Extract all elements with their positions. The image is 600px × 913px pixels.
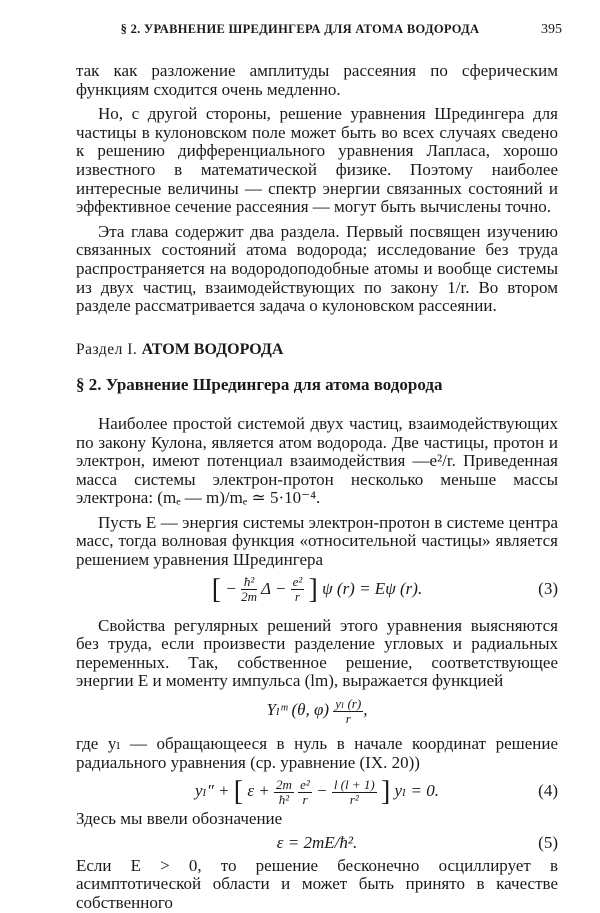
equation-4: yₗ″ + [ ε + $\frac{2m}{\text{ħ²}}$ $\frac{\text{e²}}{r}$ − $\frac{l (l + 1)}{\text{r²}}$ ] yₗ = 0. (4) <box>76 772 558 810</box>
section-label-prefix: Раздел I. <box>76 340 138 358</box>
paragraph-4: Наиболее простой системой двух частиц, взаимодействующих по закону Кулона, является атом водорода. Две частицы, протон и электрон, имеют потенциал взаимодействия —e²/r. Приведенная масса системы электрон-протон несколько меньше массы электрона: (mₑ — m)/mₑ ≃ 5·10⁻⁴. <box>76 413 558 508</box>
page-number: 395 <box>541 22 562 37</box>
equation-spherical: Yₗᵐ (θ, φ) $\frac{\text{yₗ (r)}}{r}$ , <box>266 695 368 726</box>
paragraph-9: Если E > 0, то решение бесконечно осциллирует в асимптотической области и может быть принято в качестве собственного <box>76 855 558 912</box>
equation-number: (5) <box>538 832 558 852</box>
section-label-title: АТОМ ВОДОРОДА <box>141 340 284 358</box>
fraction: $\frac{\text{ħ²}}{2m}$ <box>241 574 257 605</box>
paragraph-1: так как разложение амплитуды рассеяния по сферическим функциям сходится очень медленно. <box>76 61 558 99</box>
paragraph-7: где yₗ — обращающееся в нуль в начале координат решение радиального уравнения (ср. уравнение (IX. 20)) <box>76 734 558 772</box>
section-title: § 2. Уравнение Шредингера для атома водорода <box>76 375 443 395</box>
fraction: $\frac{\text{e²}}{r}$ <box>292 574 303 605</box>
paragraph-2: Но, с другой стороны, решение уравнения Шредингера для частицы в кулоновском поле может быть во всех случаях сведено к решению дифференциального уравнения Лапласа, хорошо известного в математической физике. Поэтому наиболее интересные величины — спектр энергии связанных состояний и эффективное сечение рассеяния — могут быть вычислены точно. <box>76 104 558 217</box>
paragraph-6: Свойства регулярных решений этого уравнения выясняются без труда, если произвести разделение угловых и радиальных переменных. Так, собственное решение, соответствующее энергии E и моменту импульса (lm), выражается функцией <box>76 615 558 691</box>
paragraph-8: Здесь мы ввели обозначение <box>76 809 283 829</box>
paragraph-3: Эта глава содержит два раздела. Первый посвящен изучению связанных состояний атома водорода; исследование без труда распространяется на водородоподобные атомы и вообще системы из двух частиц, взаимодействующих по закону 1/r. Во втором разделе рассматривается задача о кулоновском рассеянии. <box>76 221 558 316</box>
equation-number: (3) <box>538 578 558 598</box>
page-header <box>0 22 600 42</box>
fraction: $\frac{\text{e²}}{r}$ <box>300 776 310 807</box>
section-label <box>76 341 558 360</box>
equation-5: ε = 2mE/ħ². (5) <box>76 829 558 857</box>
fraction: $\frac{l (l + 1)}{\text{r²}}$ <box>333 776 375 807</box>
running-head: § 2. УРАВНЕНИЕ ШРЕДИНГЕРА ДЛЯ АТОМА ВОДОРОДА <box>120 22 480 36</box>
fraction: $\frac{\text{yₗ (r)}}{r}$ <box>335 695 362 726</box>
equation-3: [ − $\frac{\text{ħ²}}{2m}$ Δ − $\frac{\text{e²}}{r}$ ] ψ (r) = Eψ (r). (3) <box>76 570 558 608</box>
equation-number: (4) <box>538 781 558 801</box>
fraction: $\frac{2m}{\text{ħ²}}$ <box>276 776 292 807</box>
page-content <box>76 62 558 913</box>
paragraph-5: Пусть E — энергия системы электрон-протон в системе центра масс, тогда волновая функция «относительной частицы» является решением уравнения Шредингера <box>76 512 558 570</box>
